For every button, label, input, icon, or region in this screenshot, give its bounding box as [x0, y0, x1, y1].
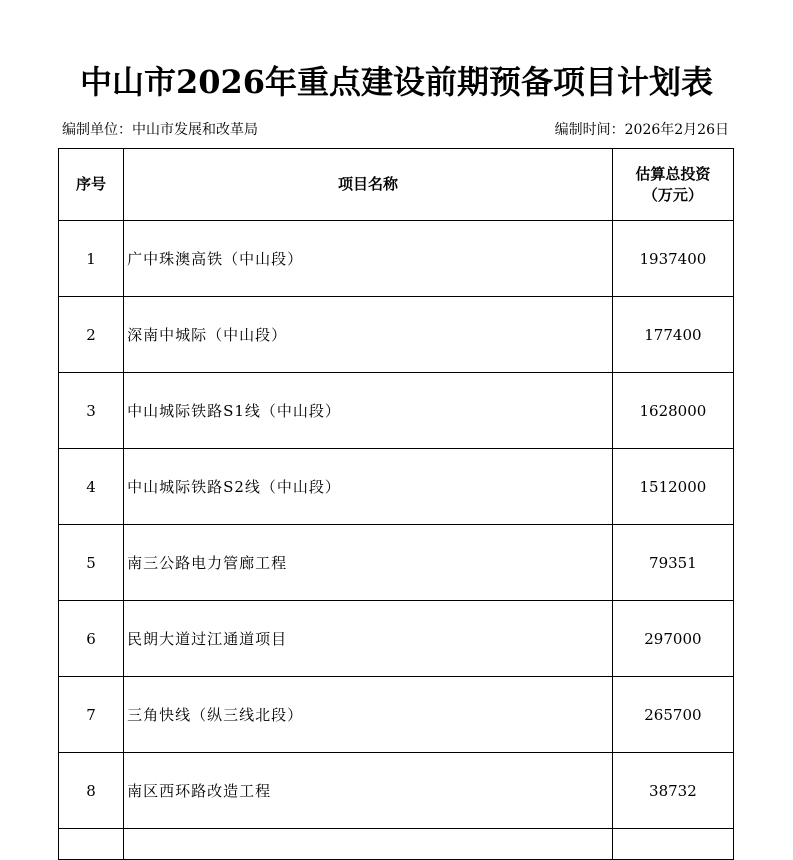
- table-row: [59, 373, 734, 449]
- row-investment: 1937400: [612, 221, 733, 297]
- row-cell-empty: [612, 829, 733, 860]
- table-row: [59, 753, 734, 829]
- header-investment: [612, 149, 733, 221]
- row-seq: 3: [59, 373, 124, 449]
- row-investment: 297000: [612, 601, 733, 677]
- row-investment: 38732: [612, 753, 733, 829]
- row-project-name: 中山城际铁路S1线（中山段）: [124, 373, 613, 449]
- row-investment: 1628000: [612, 373, 733, 449]
- row-project-name: 三角快线（纵三线北段）: [124, 677, 613, 753]
- document-title: 中山市2026年重点建设前期预备项目计划表: [79, 63, 714, 101]
- row-project-name: 深南中城际（中山段）: [124, 297, 613, 373]
- table-row-partial: [59, 829, 734, 860]
- compiling-date: 编制时间：2026年2月26日: [554, 122, 729, 138]
- row-project-name: 民朗大道过江通道项目: [124, 601, 613, 677]
- row-project-name: 广中珠澳高铁（中山段）: [124, 221, 613, 297]
- table-row: [59, 677, 734, 753]
- row-investment: 177400: [612, 297, 733, 373]
- table-row: [59, 297, 734, 373]
- compiling-unit: 编制单位：中山市发展和改革局: [62, 122, 258, 138]
- row-investment: 1512000: [612, 449, 733, 525]
- row-seq: 2: [59, 297, 124, 373]
- header-investment-line2: （万元）: [642, 185, 703, 204]
- header-project-name: 项目名称: [124, 149, 613, 221]
- row-project-name: 南区西环路改造工程: [124, 753, 613, 829]
- header-seq: 序号: [59, 149, 124, 221]
- row-project-name: 中山城际铁路S2线（中山段）: [124, 449, 613, 525]
- row-cell-empty: [124, 829, 613, 860]
- table-row: [59, 221, 734, 297]
- table-row: [59, 449, 734, 525]
- table-row: [59, 601, 734, 677]
- row-cell-empty: [59, 829, 124, 860]
- row-seq: 6: [59, 601, 124, 677]
- row-seq: 7: [59, 677, 124, 753]
- project-table: [58, 148, 734, 860]
- table-row: [59, 525, 734, 601]
- table-header-row: [59, 149, 734, 221]
- row-seq: 5: [59, 525, 124, 601]
- row-seq: 8: [59, 753, 124, 829]
- row-investment: 265700: [612, 677, 733, 753]
- row-seq: 4: [59, 449, 124, 525]
- header-investment-line1: 估算总投资: [635, 164, 711, 183]
- row-seq: 1: [59, 221, 124, 297]
- row-project-name: 南三公路电力管廊工程: [124, 525, 613, 601]
- row-investment: 79351: [612, 525, 733, 601]
